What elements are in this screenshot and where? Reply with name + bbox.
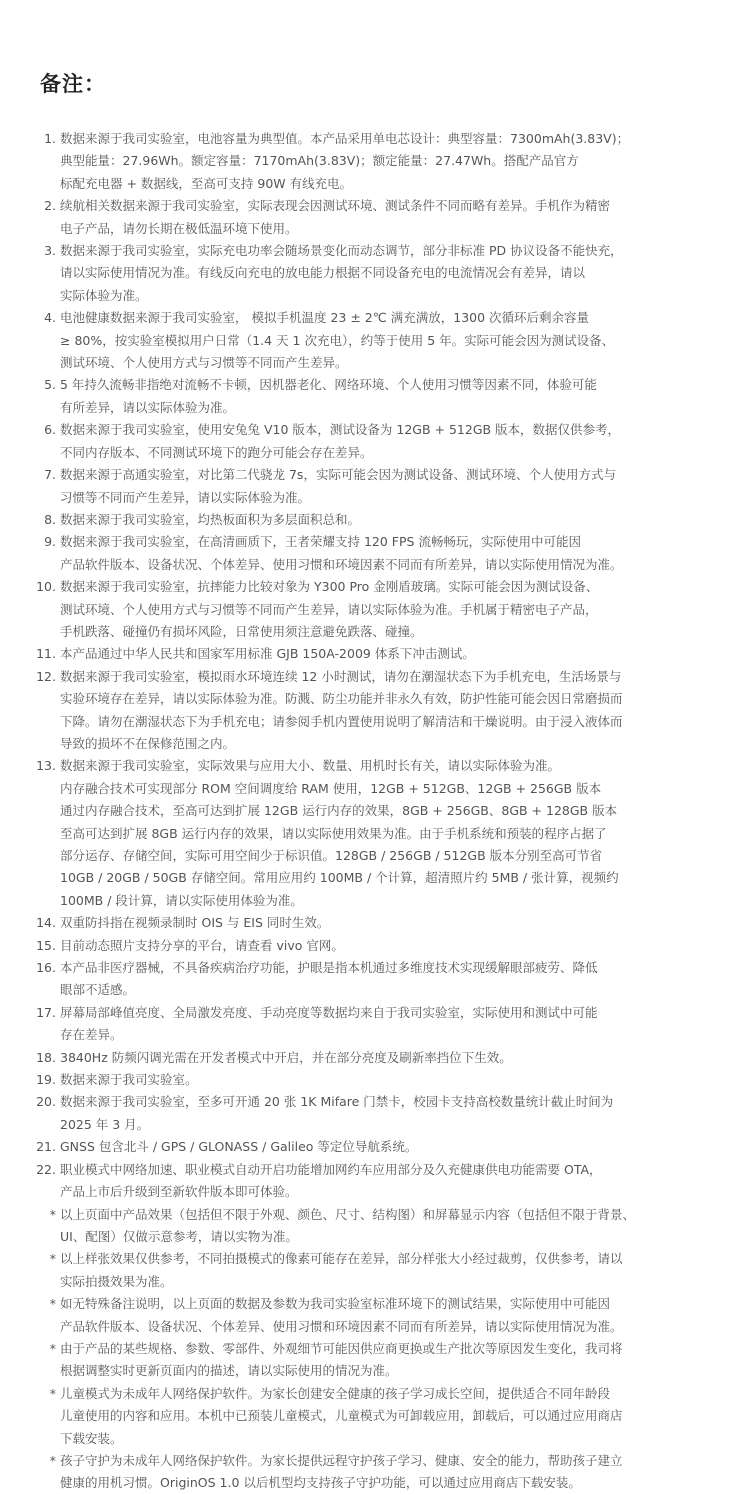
note-text: [60, 1293, 724, 1338]
note-line: 数据来源于我司实验室，均热板面积为多层面积总和。: [60, 511, 361, 527]
page-title: 备注：: [40, 72, 106, 96]
note-line: 双重防抖指在视频录制时 OIS 与 EIS 同时生效。: [60, 915, 330, 931]
note-item: [24, 935, 724, 957]
note-line: 3840Hz 防频闪调光需在开发者模式中开启，并在部分亮度及刷新率挡位下生效。: [60, 1049, 512, 1065]
note-line: 数据来源于我司实验室，电池容量为典型值。本产品采用单电芯设计：典型容量：7300mAh(3.83V)；: [60, 131, 630, 146]
note-line: 数据来源于我司实验室，抗摔能力比较对象为 Y300 Pro 金刚盾玻璃。实际可能会因为测试设备、: [60, 579, 599, 595]
note-text: [60, 643, 724, 665]
note-marker: 22.: [36, 1161, 56, 1177]
note-line: 续航相关数据来源于我司实验室，实际表现会因测试环境、测试条件不同而略有差异。手机作为精密: [60, 198, 611, 214]
note-text: [60, 666, 724, 756]
note-item: [24, 195, 724, 240]
note-line: 数据来源于我司实验室，实际充电功率会随场景变化而动态调节，部分非标准 PD 协议设备不能快充，: [60, 243, 623, 259]
note-line: 数据来源于高通实验室，对比第二代骁龙 7s，实际可能会因为测试设备、测试环境、个人使用方式与: [60, 467, 616, 483]
note-item: [24, 1248, 724, 1293]
note-line: 产品软件版本、设备状况、个体差异、使用习惯和环境因素不同而有所差异，请以实际使用情况为准。: [60, 556, 623, 572]
note-marker: 16.: [36, 960, 56, 976]
note-line: 数据来源于我司实验室，使用安兔兔 V10 版本，测试设备为 12GB + 512GB 版本，数据仅供参考，: [60, 422, 621, 438]
note-text: [60, 1069, 724, 1091]
note-text: [60, 531, 724, 576]
note-marker: 20.: [36, 1094, 56, 1110]
note-item: [24, 531, 724, 576]
note-line: 儿童使用的内容和应用。本机中已预装儿童模式，儿童模式为可卸载应用，卸载后，可以通过应用商店: [60, 1408, 623, 1424]
note-line: ≥ 80%，按实验室模拟用户日常（1.4 天 1 次充电），约等于使用 5 年。实际可能会因为测试设备、: [60, 332, 615, 348]
note-line: 产品软件版本、设备状况、个体差异、使用习惯和环境因素不同而有所差异，请以实际使用情况为准。: [60, 1318, 623, 1334]
note-item: [24, 755, 724, 912]
note-text: [60, 374, 724, 419]
note-marker: 19.: [36, 1072, 56, 1088]
note-text: [60, 1159, 724, 1204]
note-text: [60, 1136, 724, 1158]
note-line: 数据来源于我司实验室。: [60, 1072, 198, 1088]
note-text: [60, 957, 724, 1002]
note-marker: 2.: [44, 198, 56, 214]
note-marker: 5.: [44, 377, 56, 393]
note-item: [24, 1091, 724, 1136]
note-line: 本产品通过中华人民共和国家军用标准 GJB 150A-2009 体系下冲击测试。: [60, 646, 475, 662]
note-line: 下降。请勿在潮湿状态下为手机充电；请参阅手机内置使用说明了解清洁和干燥说明。由于浸入液体而: [60, 713, 623, 729]
note-line: 请以实际使用情况为准。有线反向充电的放电能力根据不同设备充电的电流情况会有差异，请以: [60, 265, 586, 281]
note-item: [24, 643, 724, 665]
note-line: 测试环境、个人使用方式与习惯等不同而产生差异。: [60, 355, 348, 371]
note-line: 下载安装。: [60, 1430, 123, 1446]
note-item: [24, 307, 724, 374]
note-marker: *: [49, 1385, 56, 1401]
note-line: 由于产品的某些规格、参数、零部件、外观细节可能因供应商更换或生产批次等原因发生变化，我司将: [60, 1340, 623, 1356]
note-marker: 8.: [44, 511, 56, 527]
note-marker: *: [49, 1206, 56, 1222]
note-marker: 12.: [36, 668, 56, 684]
note-marker: 18.: [36, 1049, 56, 1065]
note-line: 典型能量：27.96Wh。额定容量：7170mAh(3.83V)；额定能量：27.47Wh。搭配产品官方: [60, 153, 579, 169]
note-item: [24, 576, 724, 643]
note-line: UI、配图）仅做示意参考，请以实物为准。: [60, 1228, 298, 1244]
note-line: 5 年持久流畅非指绝对流畅不卡顿，因机器老化、网络环境、个人使用习惯等因素不同，体验可能: [60, 377, 597, 393]
note-text: [60, 1204, 724, 1249]
note-item: [24, 1002, 724, 1047]
note-line: 目前动态照片支持分享的平台，请查看 vivo 官网。: [60, 937, 344, 953]
note-item: [24, 957, 724, 1002]
note-text: [60, 1383, 724, 1450]
note-item: [24, 509, 724, 531]
note-item: [24, 1383, 724, 1450]
note-line: 儿童模式为未成年人网络保护软件。为家长创建安全健康的孩子学习成长空间，提供适合不同年龄段: [60, 1385, 611, 1401]
note-text: [60, 509, 724, 531]
note-line: 根据调整实时更新页面内的描述，请以实际使用的情况为准。: [60, 1363, 398, 1379]
note-text: [60, 128, 724, 195]
note-line: 实验环境存在差异，请以实际体验为准。防溅、防尘功能并非永久有效，防护性能可能会因日常磨损而: [60, 691, 623, 707]
note-marker: 6.: [44, 422, 56, 438]
note-line: 内存融合技术可实现部分 ROM 空间调度给 RAM 使用，12GB + 512GB、12GB + 256GB 版本: [60, 780, 602, 796]
note-item: [24, 464, 724, 509]
note-item: [24, 374, 724, 419]
note-line: 10GB / 20GB / 50GB 存储空间。常用应用约 100MB / 个计算，超清照片约 5MB / 张计算，视频约: [60, 870, 619, 886]
note-marker: 4.: [44, 310, 56, 326]
note-line: 存在差异。: [60, 1027, 123, 1043]
note-marker: 13.: [36, 758, 56, 774]
note-item: [24, 1338, 724, 1383]
note-line: 有所差异，请以实际体验为准。: [60, 399, 236, 415]
note-text: [60, 912, 724, 934]
note-text: [60, 1002, 724, 1047]
note-marker: 11.: [36, 646, 56, 662]
note-line: 数据来源于我司实验室，在高清画质下，王者荣耀支持 120 FPS 流畅畅玩，实际使用中可能因: [60, 534, 581, 550]
note-line: 数据来源于我司实验室，实际效果与应用大小、数量、用机时长有关，请以实际体验为准。: [60, 758, 561, 774]
note-line: GNSS 包含北斗 / GPS / GLONASS / Galileo 等定位导航系统。: [60, 1139, 418, 1155]
note-line: 产品上市后升级到至新软件版本即可体验。: [60, 1184, 298, 1200]
note-text: [60, 755, 724, 912]
note-line: 健康的用机习惯。OriginOS 1.0 以后机型均支持孩子守护功能，可以通过应用商店下载安装。: [60, 1475, 581, 1491]
note-item: [24, 912, 724, 934]
note-marker: 9.: [44, 534, 56, 550]
note-marker: 3.: [44, 243, 56, 259]
note-text: [60, 1338, 724, 1383]
note-line: 职业模式中网络加速、职业模式自动开启功能增加网约车应用部分及久充健康供电功能需要 OTA，: [60, 1161, 602, 1177]
note-text: [60, 240, 724, 307]
note-line: 数据来源于我司实验室，模拟雨水环境连续 12 小时测试，请勿在潮湿状态下为手机充电，生活场景与: [60, 668, 622, 684]
note-line: 通过内存融合技术，至高可达到扩展 12GB 运行内存的效果，8GB + 256GB、8GB + 128GB 版本: [60, 803, 618, 819]
note-text: [60, 1248, 724, 1293]
note-marker: *: [49, 1296, 56, 1312]
note-marker: 10.: [36, 579, 56, 595]
note-marker: 17.: [36, 1004, 56, 1020]
note-marker: 1.: [44, 131, 56, 146]
note-item: [24, 128, 724, 195]
note-line: 习惯等不同而产生差异，请以实际体验为准。: [60, 489, 311, 505]
note-text: [60, 935, 724, 957]
notes-list: [24, 128, 724, 1495]
note-item: [24, 1047, 724, 1069]
note-line: 电子产品，请勿长期在极低温环境下使用。: [60, 220, 298, 236]
note-line: 部分运存、存储空间，实际可用空间少于标识值。128GB / 256GB / 512GB 版本分别至高可节省: [60, 848, 603, 863]
note-item: [24, 1293, 724, 1338]
note-line: 实际拍摄效果为准。: [60, 1273, 173, 1289]
note-text: [60, 576, 724, 643]
note-line: 测试环境、个人使用方式与习惯等不同而产生差异，请以实际体验为准。手机属于精密电子产品，: [60, 601, 598, 617]
note-line: 电池健康数据来源于我司实验室， 模拟手机温度 23 ± 2℃ 满充满放，1300 次循环后剩余容量: [60, 310, 590, 326]
note-line: 本产品非医疗器械，不具备疾病治疗功能，护眼是指本机通过多维度技术实现缓解眼部疲劳、降低: [60, 960, 598, 976]
note-marker: 14.: [36, 915, 56, 931]
note-marker: *: [49, 1452, 56, 1468]
note-marker: 15.: [36, 937, 56, 953]
note-marker: 21.: [36, 1139, 56, 1155]
note-line: 眼部不适感。: [60, 982, 136, 998]
note-item: [24, 1069, 724, 1091]
note-line: 2025 年 3 月。: [60, 1116, 150, 1132]
note-line: 实际体验为准。: [60, 287, 148, 303]
note-text: [60, 1091, 724, 1136]
note-marker: *: [49, 1251, 56, 1267]
note-marker: 7.: [44, 467, 56, 483]
note-line: 以上页面中产品效果（包括但不限于外观、颜色、尺寸、结构图）和屏幕显示内容（包括但不限于背景、: [60, 1206, 636, 1222]
note-line: 不同内存版本、不同测试环境下的跑分可能会存在差异。: [60, 444, 373, 460]
note-line: 如无特殊备注说明，以上页面的数据及参数为我司实验室标准环境下的测试结果，实际使用中可能因: [60, 1296, 611, 1312]
note-line: 手机跌落、碰撞仍有损坏风险，日常使用须注意避免跌落、碰撞。: [60, 623, 423, 639]
note-marker: *: [49, 1340, 56, 1356]
note-text: [60, 464, 724, 509]
note-line: 以上样张效果仅供参考，不同拍摄模式的像素可能存在差异，部分样张大小经过裁剪，仅供参考，请以: [60, 1251, 623, 1267]
note-text: [60, 419, 724, 464]
note-text: [60, 1047, 724, 1069]
note-line: 屏幕局部峰值亮度、全局激发亮度、手动亮度等数据均来自于我司实验室，实际使用和测试中可能: [60, 1004, 598, 1020]
note-line: 标配充电器 + 数据线，至高可支持 90W 有线充电。: [60, 175, 353, 191]
note-line: 孩子守护为未成年人网络保护软件。为家长提供远程守护孩子学习、健康、安全的能力，帮助孩子建立: [60, 1452, 623, 1468]
note-text: [60, 195, 724, 240]
note-item: [24, 1136, 724, 1158]
note-item: [24, 666, 724, 756]
note-item: [24, 240, 724, 307]
note-line: 数据来源于我司实验室，至多可开通 20 张 1K Mifare 门禁卡，校园卡支持高校数量统计截止时间为: [60, 1094, 614, 1110]
note-text: [60, 307, 724, 374]
note-item: [24, 419, 724, 464]
note-item: [24, 1159, 724, 1204]
note-item: [24, 1204, 724, 1249]
note-line: 至高可达到扩展 8GB 运行内存的效果，请以实际使用效果为准。由于手机系统和预装的程序占据了: [60, 825, 607, 841]
note-line: 导致的损坏不在保修范围之内。: [60, 735, 236, 751]
note-line: 100MB / 段计算，请以实际使用体验为准。: [60, 892, 303, 908]
